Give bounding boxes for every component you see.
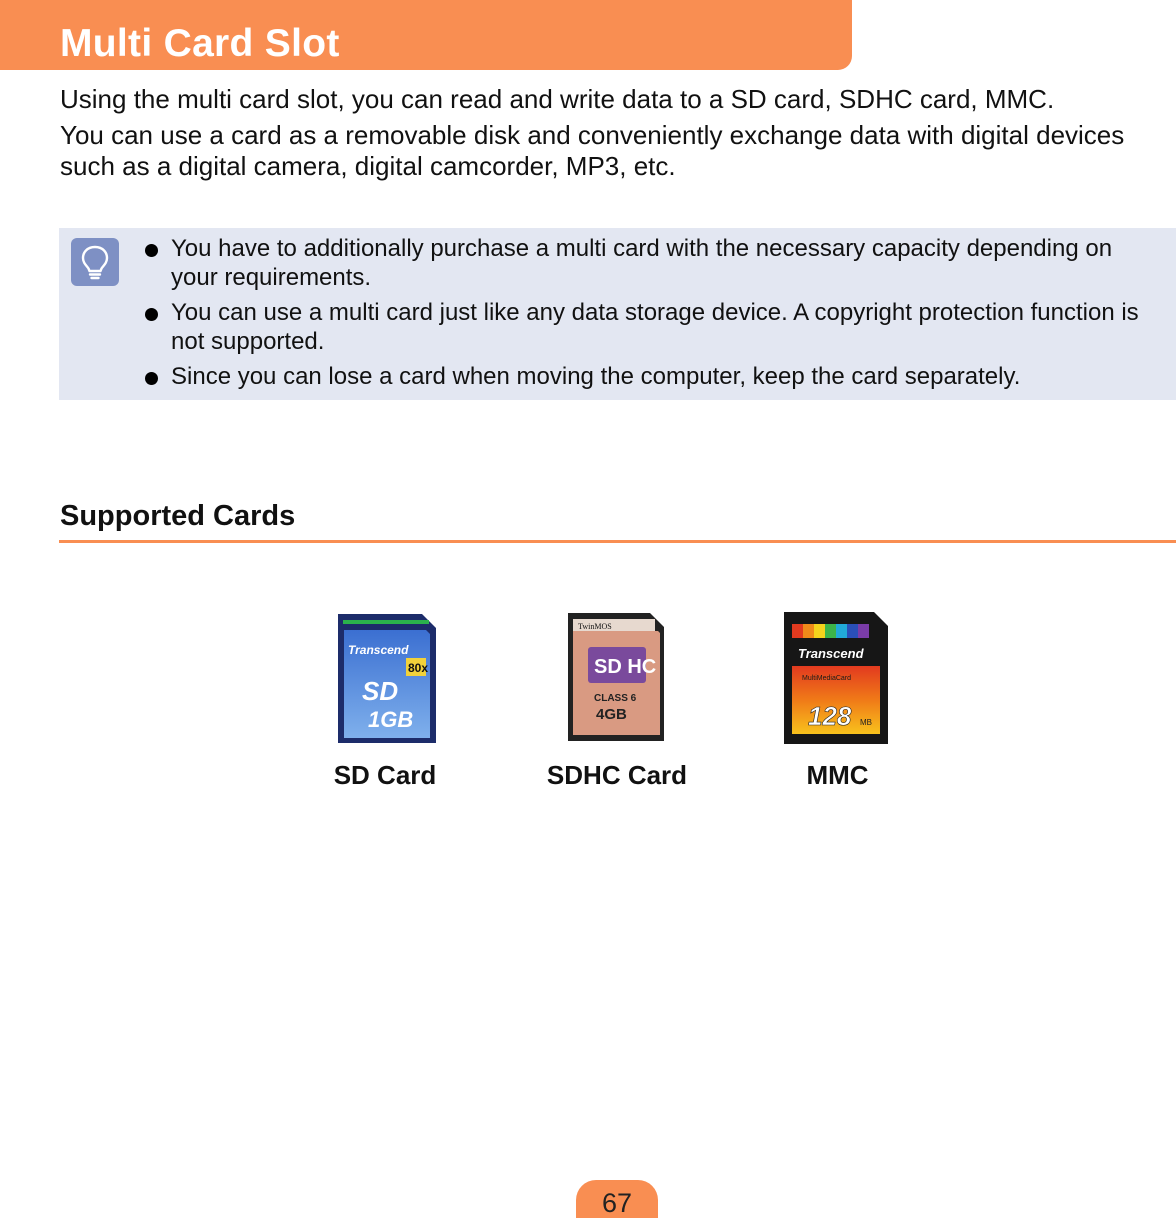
page-title: Multi Card Slot bbox=[60, 22, 340, 65]
svg-text:Transcend: Transcend bbox=[348, 643, 409, 657]
svg-text:TwinMOS: TwinMOS bbox=[578, 622, 612, 631]
svg-text:1GB: 1GB bbox=[368, 707, 414, 732]
page-number: 67 bbox=[601, 1188, 633, 1218]
tip-list bbox=[144, 234, 1154, 397]
card-label-sdhc: SDHC Card bbox=[546, 760, 688, 790]
tip-item bbox=[144, 362, 1154, 391]
tip-item bbox=[144, 234, 1154, 292]
svg-text:Transcend: Transcend bbox=[798, 646, 864, 661]
section-title: Supported Cards bbox=[60, 500, 296, 532]
tip-text: Since you can lose a card when moving the computer, keep the card separately. bbox=[171, 363, 1021, 390]
sd-card-image bbox=[336, 612, 438, 745]
svg-text:4GB: 4GB bbox=[596, 706, 627, 723]
bullet-icon bbox=[145, 244, 158, 257]
intro-paragraph-1: Using the multi card slot, you can read and write data to a SD card, SDHC card, MMC. bbox=[60, 84, 1055, 114]
svg-text:CLASS 6: CLASS 6 bbox=[594, 693, 637, 704]
tip-text: You have to additionally purchase a multi card with the necessary capacity depending on your requirements. bbox=[171, 235, 1113, 291]
svg-text:128: 128 bbox=[808, 701, 852, 731]
tip-item bbox=[144, 298, 1154, 356]
svg-text:SD HC: SD HC bbox=[594, 656, 657, 678]
lightbulb-icon bbox=[71, 238, 119, 286]
card-label-mmc: MMC bbox=[806, 760, 869, 790]
sdhc-card-image bbox=[566, 611, 666, 743]
svg-text:MB: MB bbox=[860, 718, 872, 727]
tip-text: You can use a multi card just like any data storage device. A copyright protection function is not supported. bbox=[171, 299, 1139, 355]
svg-text:MultiMediaCard: MultiMediaCard bbox=[802, 675, 852, 682]
bullet-icon bbox=[145, 308, 158, 321]
svg-text:80x: 80x bbox=[408, 661, 429, 675]
mmc-card-image bbox=[782, 610, 890, 746]
page-number-tab bbox=[576, 1180, 658, 1218]
svg-text:SD: SD bbox=[362, 676, 399, 706]
card-label-sd: SD Card bbox=[333, 760, 437, 790]
bullet-icon bbox=[145, 372, 158, 385]
intro-paragraph-2: You can use a card as a removable disk and conveniently exchange data with digital devices such as a digital camera, digital camcorder, MP3, etc. bbox=[60, 120, 1125, 181]
section-divider bbox=[59, 540, 1176, 543]
